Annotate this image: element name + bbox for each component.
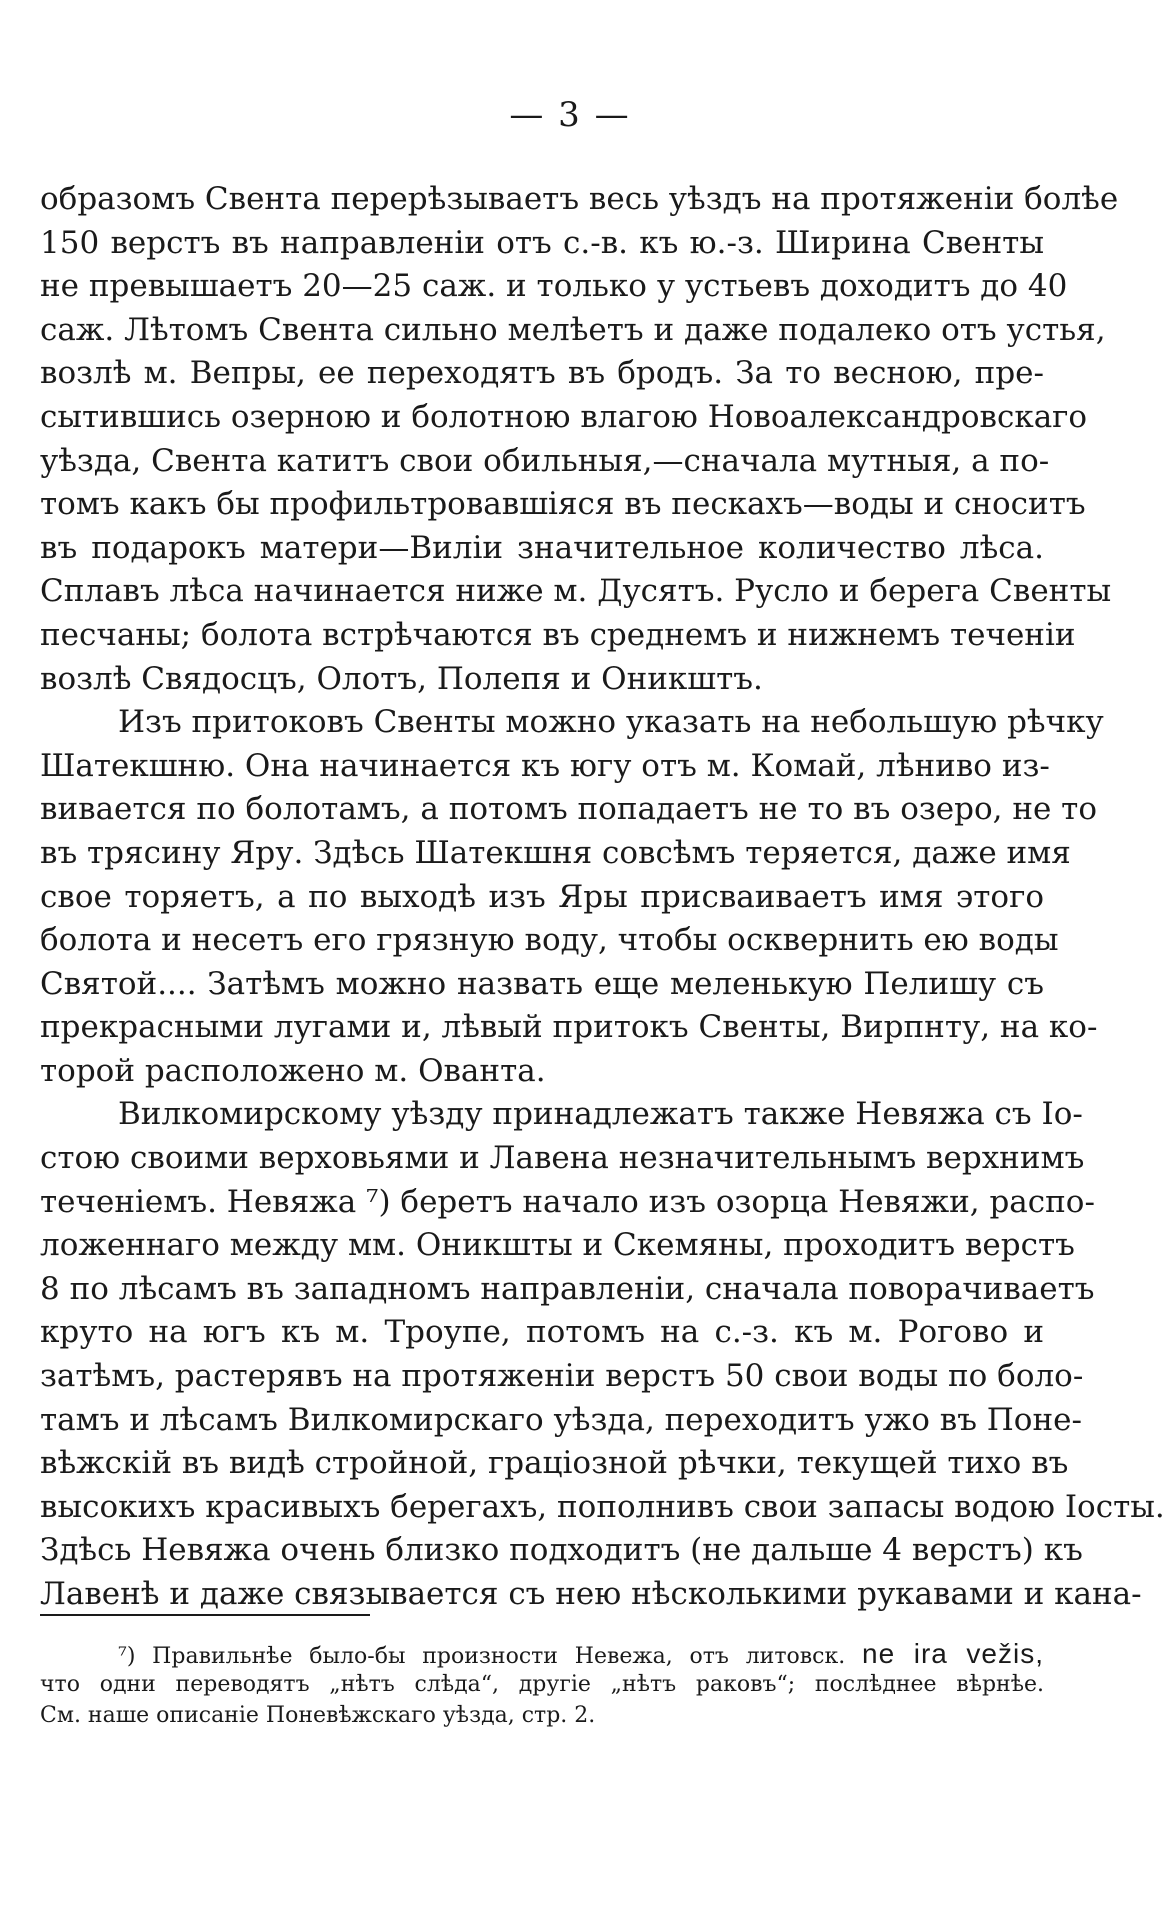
text-line: круто на югъ къ м. Троупе, потомъ на с.-з. къ м. Рогово и: [40, 1314, 1044, 1351]
text-line: Сплавъ лѣса начинается ниже м. Дусятъ. Русло и берега Свенты: [40, 573, 1112, 610]
text-line: теченіемъ. Невяжа ⁷) беретъ начало изъ озорца Невяжи, распо-: [40, 1183, 1095, 1220]
footnote-line: См. наше описаніе Поневѣжскаго уѣзда, стр. 2.: [40, 1703, 596, 1728]
text-line: 8 по лѣсамъ въ западномъ направленіи, сначала поворачиваетъ: [40, 1270, 1095, 1307]
page-number: — 3 —: [509, 95, 631, 135]
text-line: Шатекшню. Она начинается къ югу отъ м. Комай, лѣниво из-: [40, 747, 1050, 784]
text-line: ложеннаго между мм. Оникшты и Скемяны, проходитъ верстъ: [40, 1227, 1075, 1264]
text-line: въ трясину Яру. Здѣсь Шатекшня совсѣмъ теряется, даже имя: [40, 834, 1071, 871]
text-line: высокихъ красивыхъ берегахъ, пополнивъ свои запасы водою Іосты.: [40, 1488, 1165, 1525]
footnote-text-ru: ⁷) Правильнѣе было-бы произности Невежа, отъ литовск.: [118, 1644, 846, 1669]
text-line: сытившись озерною и болотною влагою Новоалександровскаго: [40, 398, 1088, 435]
text-line: образомъ Свента перерѣзываетъ весь уѣздъ на протяженіи болѣе: [40, 181, 1119, 217]
text-line: въ подарокъ матери—Виліи значительное количество лѣса.: [40, 529, 1044, 566]
text-line: стою своими верховьями и Лавена незначительнымъ верхнимъ: [40, 1140, 1085, 1177]
footnote-line: [40, 1638, 1044, 1669]
text-line: томъ какъ бы профильтровавшіяся въ пескахъ—воды и сноситъ: [40, 486, 1086, 523]
text-line: свое торяетъ, а по выходѣ изъ Яры присваиваетъ имя этого: [40, 878, 1044, 915]
text-line: торой расположено м. Ованта.: [40, 1052, 546, 1089]
text-line: вѣжскій въ видѣ стройной, граціозной рѣчки, текущей тихо въ: [40, 1445, 1069, 1482]
text-line: Здѣсь Невяжа очень близко подходитъ (не дальше 4 верстъ) къ: [40, 1532, 1083, 1569]
text-line: саж. Лѣтомъ Свента сильно мелѣетъ и даже подалеко отъ устья,: [40, 311, 1106, 348]
text-line: Святой.... Затѣмъ можно назвать еще меленькую Пелишу съ: [40, 965, 1044, 1002]
text-line: вивается по болотамъ, а потомъ попадаетъ не то въ озеро, не то: [40, 791, 1097, 828]
text-line: уѣзда, Свента катитъ свои обильныя,—сначала мутныя, а по-: [40, 442, 1050, 479]
text-line: Вилкомирскому уѣзду принадлежатъ также Невяжа съ Іо-: [118, 1096, 1083, 1133]
text-line: болота и несетъ его грязную воду, чтобы осквернить ею воды: [40, 922, 1059, 959]
text-line: возлѣ Свядосцъ, Олотъ, Полепя и Оникштъ.: [40, 660, 763, 697]
text-line: затѣмъ, растерявъ на протяженіи верстъ 50 свои воды по боло-: [40, 1358, 1084, 1395]
text-line: прекрасными лугами и, лѣвый притокъ Свенты, Вирпнту, на ко-: [40, 1009, 1098, 1046]
footnote-divider: [40, 1614, 370, 1616]
text-line: тамъ и лѣсамъ Вилкомирскаго уѣзда, переходитъ ужо въ Поне-: [40, 1401, 1082, 1438]
text-line: Лавенѣ и даже связывается съ нею нѣсколькими рукавами и кана-: [40, 1576, 1142, 1612]
footnote: [40, 1638, 1044, 1731]
main-text: [40, 178, 1165, 1617]
text-line: песчаны; болота встрѣчаются въ среднемъ и нижнемъ теченіи: [40, 616, 1076, 653]
footnote-lithuanian-text: ne ira vežis,: [862, 1638, 1044, 1669]
text-line: возлѣ м. Вепры, ее переходятъ въ бродъ. За то весною, пре-: [40, 355, 1044, 392]
text-line: Изъ притоковъ Свенты можно указать на небольшую рѣчку: [118, 704, 1104, 741]
text-line: не превышаетъ 20—25 саж. и только у устьевъ доходитъ до 40: [40, 268, 1068, 305]
footnote-line: что одни переводятъ „нѣтъ слѣда“, другіе „нѣтъ раковъ“; послѣднее вѣрнѣе.: [40, 1672, 1044, 1697]
text-line: 150 верстъ въ направленіи отъ с.-в. къ ю.-з. Ширина Свенты: [40, 224, 1044, 261]
